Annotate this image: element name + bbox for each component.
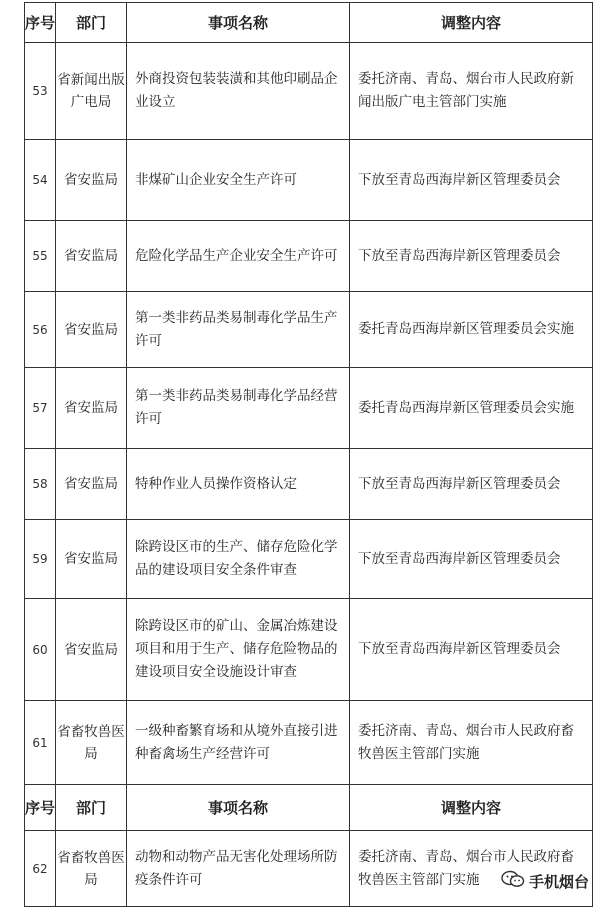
table-row (25, 140, 593, 221)
row-number: 59 (25, 520, 56, 599)
header-adj: 调整内容 (350, 3, 593, 43)
row-number: 56 (25, 292, 56, 368)
row-adjustment: 委托济南、青岛、烟台市人民政府畜牧兽医主管部门实施 (350, 831, 593, 907)
row-dept: 省安监局 (56, 449, 127, 520)
row-dept: 省安监局 (56, 221, 127, 292)
table-row (25, 368, 593, 449)
row-adjustment: 下放至青岛西海岸新区管理委员会 (350, 599, 593, 701)
row-number: 55 (25, 221, 56, 292)
header-item: 事项名称 (127, 785, 350, 831)
row-number: 60 (25, 599, 56, 701)
table-row (25, 449, 593, 520)
row-number: 61 (25, 701, 56, 785)
row-adjustment: 委托济南、青岛、烟台市人民政府畜牧兽医主管部门实施 (350, 701, 593, 785)
row-number: 54 (25, 140, 56, 221)
row-dept: 省新闻出版广电局 (56, 43, 127, 140)
table-header-row (25, 3, 593, 43)
row-dept: 省安监局 (56, 368, 127, 449)
row-adjustment: 下放至青岛西海岸新区管理委员会 (350, 221, 593, 292)
row-item: 除跨设区市的矿山、金属冶炼建设项目和用于生产、储存危险物品的建设项目安全设施设计审查 (127, 599, 350, 701)
row-item: 第一类非药品类易制毒化学品经营许可 (127, 368, 350, 449)
row-dept: 省安监局 (56, 140, 127, 221)
header-adj: 调整内容 (350, 785, 593, 831)
row-dept: 省畜牧兽医局 (56, 701, 127, 785)
row-adjustment: 委托青岛西海岸新区管理委员会实施 (350, 292, 593, 368)
row-dept: 省畜牧兽医局 (56, 831, 127, 907)
row-item: 除跨设区市的生产、储存危险化学品的建设项目安全条件审查 (127, 520, 350, 599)
row-dept: 省安监局 (56, 599, 127, 701)
row-item: 非煤矿山企业安全生产许可 (127, 140, 350, 221)
header-item: 事项名称 (127, 3, 350, 43)
table-row (25, 701, 593, 785)
header-dept: 部门 (56, 785, 127, 831)
watermark (498, 869, 592, 893)
row-item: 第一类非药品类易制毒化学品生产许可 (127, 292, 350, 368)
row-item: 动物和动物产品无害化处理场所防疫条件许可 (127, 831, 350, 907)
row-item: 一级种畜繁育场和从境外直接引进种畜禽场生产经营许可 (127, 701, 350, 785)
wechat-icon (501, 870, 525, 892)
row-number: 58 (25, 449, 56, 520)
row-item: 外商投资包装装潢和其他印刷品企业设立 (127, 43, 350, 140)
header-no: 序号 (25, 3, 56, 43)
table-row (25, 221, 593, 292)
items-table (24, 2, 593, 907)
row-number: 62 (25, 831, 56, 907)
row-item: 特种作业人员操作资格认定 (127, 449, 350, 520)
row-adjustment: 委托青岛西海岸新区管理委员会实施 (350, 368, 593, 449)
row-adjustment: 下放至青岛西海岸新区管理委员会 (350, 520, 593, 599)
watermark-text: 手机烟台 (528, 872, 589, 891)
table-row (25, 520, 593, 599)
row-item: 危险化学品生产企业安全生产许可 (127, 221, 350, 292)
row-adjustment: 委托济南、青岛、烟台市人民政府新闻出版广电主管部门实施 (350, 43, 593, 140)
row-number: 53 (25, 43, 56, 140)
row-dept: 省安监局 (56, 520, 127, 599)
header-dept: 部门 (56, 3, 127, 43)
header-no: 序号 (25, 785, 56, 831)
row-number: 57 (25, 368, 56, 449)
row-dept: 省安监局 (56, 292, 127, 368)
table-header-row-repeat (25, 785, 593, 831)
table-row (25, 292, 593, 368)
table-row (25, 599, 593, 701)
table-row (25, 43, 593, 140)
row-adjustment: 下放至青岛西海岸新区管理委员会 (350, 140, 593, 221)
row-adjustment: 下放至青岛西海岸新区管理委员会 (350, 449, 593, 520)
